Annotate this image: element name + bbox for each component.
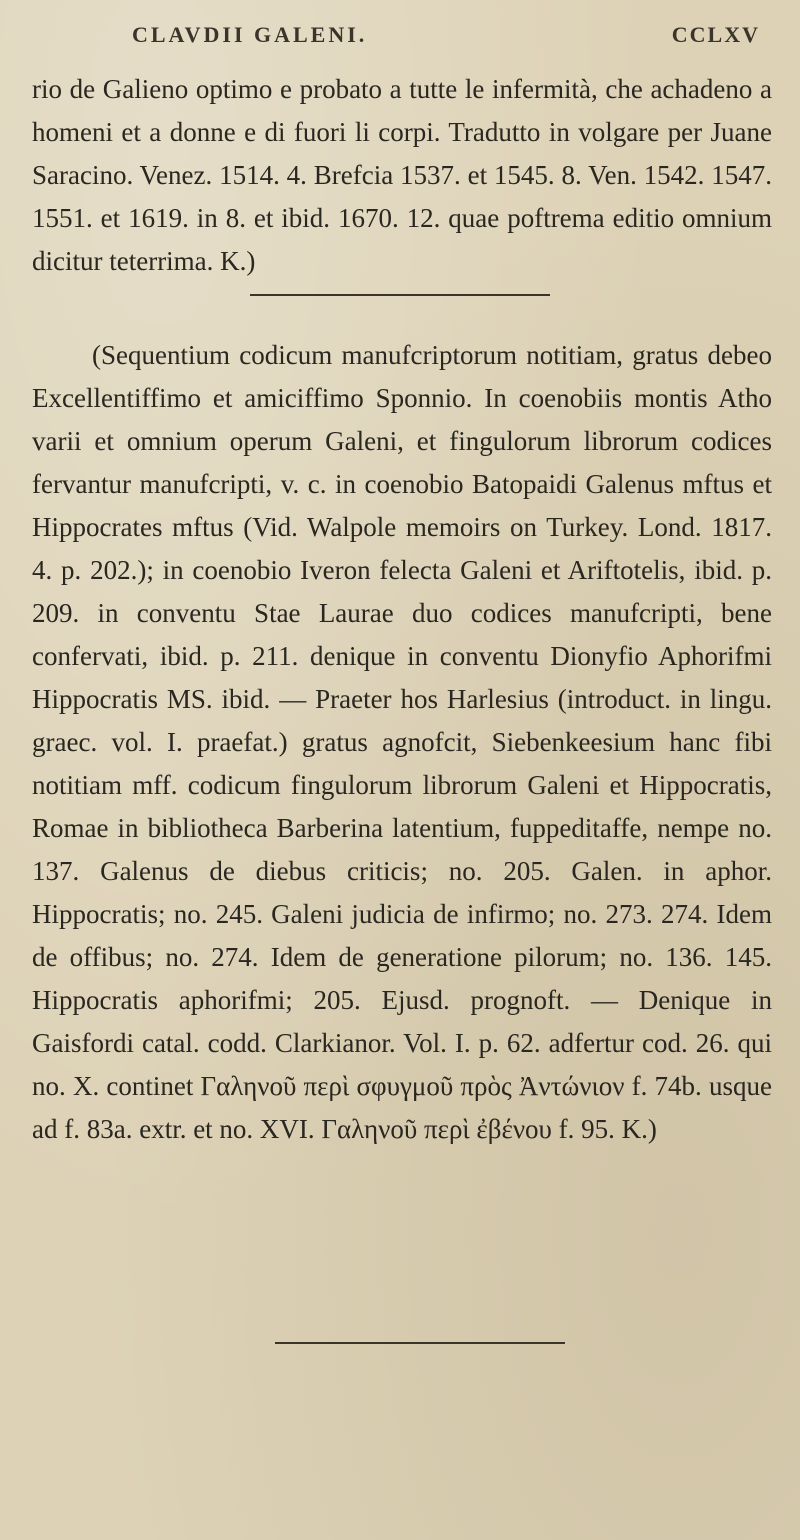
paragraph-2-text: (Sequentium codicum manufcriptorum notitiam, gratus debeo Excellentiffimo et amiciffimo Sponnio. In coenobiis montis Atho varii et omnium operum Galeni, et fingulorum librorum codices fervantur manufcripti, v. c. in coenobio Batopaidi Galenus mftus et Hippocrates mftus (Vid. Walpole memoirs on Turkey. Lond. 1817. 4. p. 202.); in coenobio Iveron felecta Galeni et Ariftotelis, ibid. p. 209. in conventu Stae Laurae duo codices manufcripti, bene confervati, ibid. p. 211. denique in conventu Dionyfio Aphorifmi Hippocratis MS. ibid. — Praeter hos Harlesius (introduct. in lingu. graec. vol. I. praefat.) gratus agnofcit, Siebenkeesium hanc fibi notitiam mff. codicum fingulorum librorum Galeni et Hippocratis, Romae in bibliotheca Barberina latentium, fuppeditaffe, nempe no. 137. Galenus de diebus criticis; no. 205. Galen. in aphor. Hippocratis; no. 245. Galeni judicia de infirmo; no. 273. 274. Idem de offibus; no. 274. Idem de generatione pilorum; no. 136. 145. Hippocratis aphorifmi; 205. Ejusd. prognoft. — Denique in Gaisfordi catal. codd. Clarkianor. Vol. I. p. 62. adfertur cod. 26. qui no. X. continet Γαληνοῦ περὶ σφυγμοῦ πρὸς Ἀντώνιον f. 74b. usque ad f. 83a. extr. et no. XVI. Γαληνοῦ περὶ ἐβένου f. 95. K.) bbox=[32, 340, 772, 1144]
end-divider bbox=[275, 1342, 565, 1344]
paragraph-1-text: rio de Galieno optimo e probato a tutte le infermità, che achadeno a homeni et a donne e di fuori li corpi. Tradutto in volgare per Juane Saracino. Venez. 1514. 4. Brefcia 1537. et 1545. 8. Ven. 1542. 1547. 1551. et 1619. in 8. et ibid. 1670. 12. quae poftrema editio omnium dicitur teterrima. K.) bbox=[32, 74, 772, 276]
section-divider bbox=[250, 294, 550, 296]
page-number: CCLXV bbox=[671, 22, 760, 47]
running-head bbox=[120, 22, 760, 48]
text-paragraph-1 bbox=[32, 68, 772, 283]
running-title: CLAVDII GALENI. bbox=[132, 22, 368, 47]
text-paragraph-2 bbox=[32, 334, 772, 1151]
